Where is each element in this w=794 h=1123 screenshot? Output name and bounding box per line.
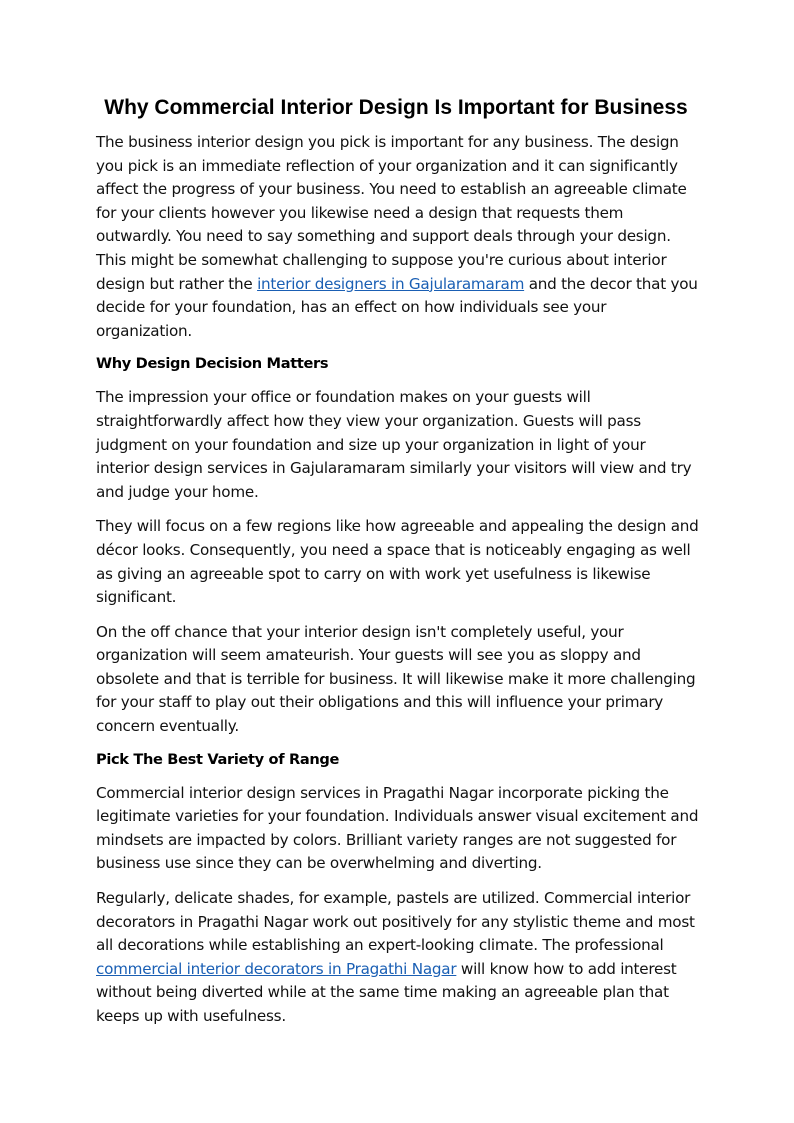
intro-paragraph: [96, 131, 700, 343]
section-heading-design-decision: Why Design Decision Matters: [96, 355, 329, 373]
colors-paragraph: Commercial interior design services in Pragathi Nagar incorporate picking the legitimate varieties for your foundation. Individuals answer visual excitement and mindsets are impacted by colors. Brilliant variety ranges are not suggested for business use since they can be overwhelming and diverting.: [96, 783, 699, 873]
intro-text-after: and the decor that you decide for your foundation, has an effect on how individuals see your organization.: [96, 274, 698, 340]
usefulness-paragraph: On the off chance that your interior design isn't completely useful, your organization will seem amateurish. Your guests will see you as sloppy and obsolete and that is terrible for business. It will likewise make it more challenging for your staff to play out their obligations and this will influence your primary concern eventually.: [96, 622, 696, 736]
impression-paragraph: The impression your office or foundation makes on your guests will straightforwardly affect how they view your organization. Guests will pass judgment on your foundation and size up your organization in light of your interior design services in Gajularamaram similarly your visitors will view and try and judge your home.: [96, 388, 692, 501]
page-title: Why Commercial Interior Design Is Important for Business: [104, 96, 688, 119]
commercial-interior-decorators-link[interactable]: commercial interior decorators in Pragathi Nagar: [96, 959, 457, 978]
interior-designers-gajularamaram-link[interactable]: interior designers in Gajularamaram: [257, 274, 525, 293]
section-heading-variety-range: Pick The Best Variety of Range: [96, 750, 340, 768]
shades-text-before: Regularly, delicate shades, for example, pastels are utilized. Commercial interior decorators in Pragathi Nagar work out positively for any stylistic theme and most all decorations while establishing an expert-looking climate. The professional: [96, 889, 695, 955]
shades-text-after: will know how to add interest without being diverted while at the same time making an agreeable plan that keeps up with usefulness.: [96, 959, 677, 1025]
shades-paragraph: [96, 887, 700, 1029]
focus-paragraph: They will focus on a few regions like how agreeable and appealing the design and décor looks. Consequently, you need a space that is noticeably engaging as well as giving an agreeable spot to carry on with work yet usefulness is likewise significant.: [96, 517, 699, 607]
intro-text-before: The business interior design you pick is important for any business. The design you pick is an immediate reflection of your organization and it can significantly affect the progress of your business. You need to establish an agreeable climate for your clients however you likewise need a design that requests them outwardly. You need to say something and support deals through your design. This might be somewhat challenging to suppose you're curious about interior design but rather the: [96, 133, 687, 293]
document-page: [96, 94, 700, 1029]
